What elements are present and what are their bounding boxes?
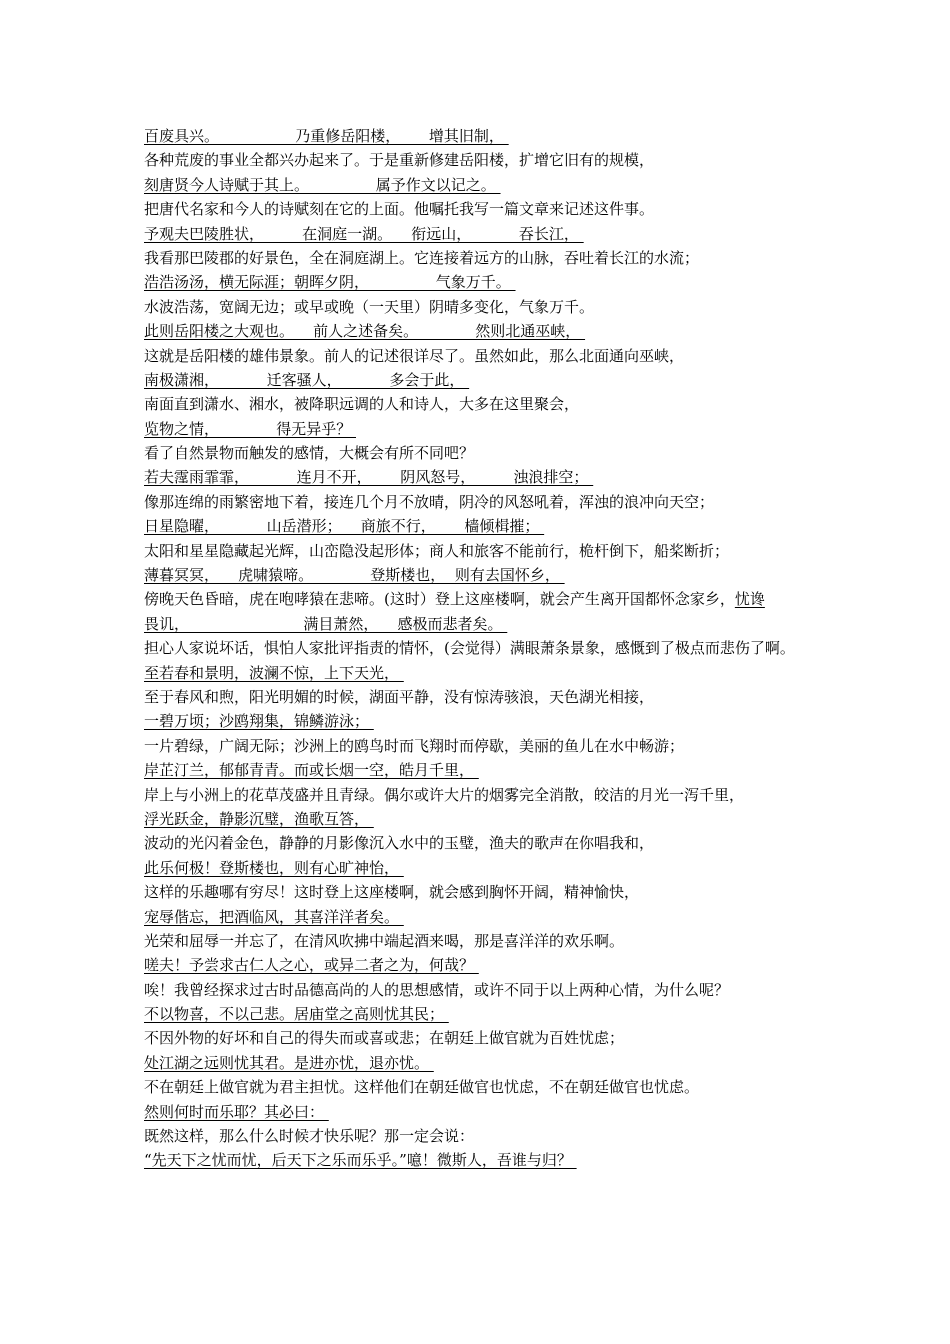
translation-line: 波动的光闪着金色，静静的月影像沉入水中的玉璧，渔夫的歌声在你唱我和， [144, 834, 655, 853]
translation-line: 像那连绵的雨繁密地下着，接连几个月不放晴，阴冷的风怒吼着，浑浊的浪冲向天空； [144, 492, 715, 511]
translation-line: 既然这样，那么什么时候才快乐呢？那一定会说： [144, 1127, 475, 1146]
translation-line: 不因外物的好坏和自己的得失而或喜或悲；在朝廷上做官就为百姓忧虑； [144, 1029, 625, 1048]
original-text-line: 薄暮冥冥， 虎啸猿啼。 登斯楼也， 则有去国怀乡， [144, 566, 565, 585]
original-text-line: “先天下之忧而忧，后天下之乐而乐乎。”噫！微斯人，吾谁与归？ [144, 1151, 577, 1170]
translation-line: 这样的乐趣哪有穷尽！这时登上这座楼啊，就会感到胸怀开阔，精神愉快， [144, 883, 640, 902]
translation-line: 这就是岳阳楼的雄伟景象。前人的记述很详尽了。虽然如此，那么北面通向巫峡， [144, 346, 685, 365]
translation-line: 看了自然景物而触发的感情，大概会有所不同吧？ [144, 444, 475, 463]
original-text-line: 刻唐贤今人诗赋于其上。 属予作文以记之。 [144, 175, 501, 194]
original-text-line: 畏讥， 满目萧然， 感极而悲者矣。 [144, 614, 508, 633]
original-text-line: 若夫霪雨霏霏， 连月不开， 阴风怒号， 浊浪排空； [144, 468, 594, 487]
original-text-line: 予观夫巴陵胜状， 在洞庭一湖。 衔远山， 吞长江， [144, 224, 584, 243]
original-text-line: 至若春和景明，波澜不惊，上下天光， [144, 663, 404, 682]
document-body [144, 124, 812, 1173]
original-text-line: 日星隐曜， 山岳潜形； 商旅不行， 樯倾楫摧； [144, 517, 545, 536]
original-text-line: 处江湖之远则忧其君。是进亦忧，退亦忧。 [144, 1053, 434, 1072]
translation-line: 岸上与小洲上的花草茂盛并且青绿。偶尔或许大片的烟雾完全消散，皎洁的月光一泻千里， [144, 785, 745, 804]
original-text-line: 嗟夫！予尝求古仁人之心，或异二者之为，何哉？ [144, 956, 479, 975]
original-text-line: 浩浩汤汤，横无际涯；朝晖夕阴， 气象万千。 [144, 273, 516, 292]
translation-line: 一片碧绿，广阔无际；沙洲上的鸥鸟时而飞翔时而停歇，美丽的鱼儿在水中畅游； [144, 736, 685, 755]
original-text-line: 百废具兴。 乃重修岳阳楼， 增其旧制， [144, 127, 509, 145]
translation-line: 唉！我曾经探求过古时品德高尚的人的思想感情，或许不同于以上两种心情，为什么呢？ [144, 980, 730, 999]
original-text-line: 不以物喜，不以己悲。居庙堂之高则忧其民； [144, 1005, 449, 1024]
original-text-line: 一碧万顷；沙鸥翔集，锦鳞游泳； [144, 712, 374, 731]
translation-line: 南面直到潇水、湘水，被降职远调的人和诗人，大多在这里聚会， [144, 395, 580, 414]
translation-line: 担心人家说坏话，惧怕人家批评指责的情怀，(会觉得）满眼萧条景象，感慨到了极点而悲伤了啊。 [144, 639, 795, 658]
translation-line: 我看那巴陵郡的好景色，全在洞庭湖上。它连接着远方的山脉，吞吐着长江的水流； [144, 248, 700, 267]
original-text-line: 南极潇湘， 迁客骚人， 多会于此， [144, 370, 470, 389]
original-text-line: 此则岳阳楼之大观也。 前人之述备矣。 然则北通巫峡， [144, 322, 586, 341]
original-text-line: 此乐何极！登斯楼也，则有心旷神怡， [144, 858, 404, 877]
original-text-line: 岸芷汀兰，郁郁青青。而或长烟一空，皓月千里， [144, 761, 479, 780]
original-text-line: 浮光跃金，静影沉璧，渔歌互答， [144, 809, 374, 828]
translation-line: 不在朝廷上做官就为君主担忧。这样他们在朝廷做官也忧虑，不在朝廷做官也忧虑。 [144, 1078, 700, 1097]
translation-line: 太阳和星星隐藏起光辉，山峦隐没起形体；商人和旅客不能前行，桅杆倒下，船桨断折； [144, 541, 730, 560]
original-text-line: 览物之情， 得无异乎？ [144, 419, 356, 438]
translation-line: 至于春风和煦，阳光明媚的时候，湖面平静，没有惊涛骇浪，天色湖光相接， [144, 688, 655, 706]
original-text-line: 然则何时而乐耶？其必曰： [144, 1102, 329, 1121]
translation-line: 各种荒废的事业全都兴办起来了。于是重新修建岳阳楼，扩增它旧有的规模， [144, 151, 655, 170]
translation-text: 傍晚天色昏暗，虎在咆哮猿在悲啼。(这时）登上这座楼啊，就会产生离开国都怀念家乡， [144, 590, 735, 609]
translation-line: 把唐代名家和今人的诗赋刻在它的上面。他嘱托我写一篇文章来记述这件事。 [144, 200, 655, 219]
translation-line [144, 587, 812, 611]
original-text-line: 宠辱偕忘，把酒临风，其喜洋洋者矣。 [144, 907, 404, 926]
translation-line: 水波浩荡，宽阔无边；或早或晚（一天里）阴晴多变化，气象万千。 [144, 297, 595, 316]
original-text-fragment: 忧谗 [734, 590, 765, 609]
translation-line: 光荣和屈辱一并忘了，在清风吹拂中端起酒来喝，那是喜洋洋的欢乐啊。 [144, 931, 625, 950]
